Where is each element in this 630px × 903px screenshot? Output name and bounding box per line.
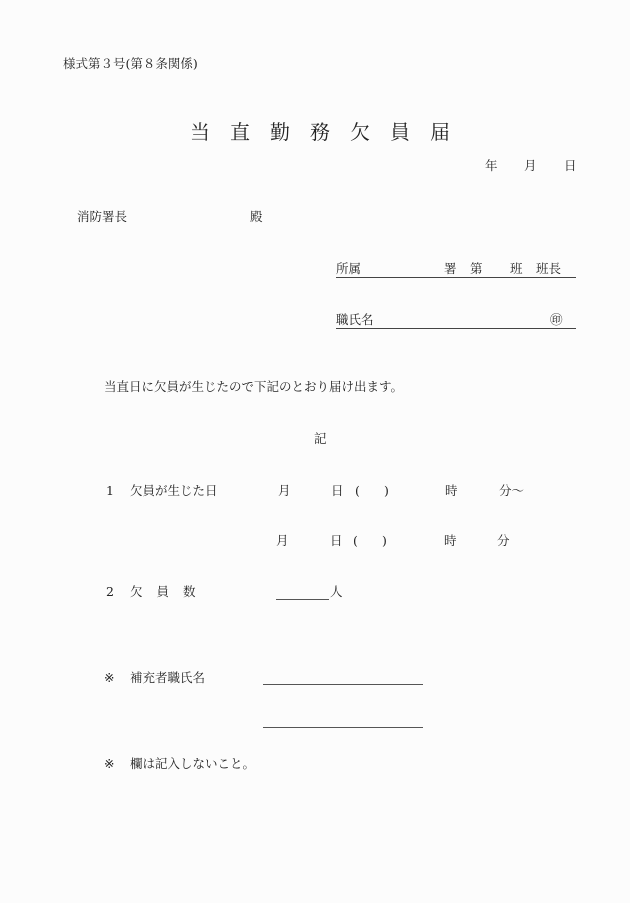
date-day[interactable]: 日: [564, 158, 577, 173]
to-weekday-close: ): [382, 533, 387, 548]
to-hour[interactable]: 時: [444, 533, 457, 548]
signer-label: 職氏名: [336, 312, 374, 327]
addressee-honorific: 殿: [250, 209, 263, 224]
to-day[interactable]: 日: [330, 533, 343, 548]
from-weekday-close: ): [384, 483, 389, 498]
vacancy-count-field[interactable]: [276, 599, 329, 600]
ki-heading: 記: [314, 431, 327, 446]
from-month[interactable]: 月: [278, 483, 291, 498]
to-month[interactable]: 月: [276, 533, 289, 548]
supplement-name-field-1[interactable]: [263, 684, 423, 685]
affiliation-field[interactable]: [336, 263, 576, 278]
from-hour[interactable]: 時: [445, 483, 458, 498]
title-char: 届: [430, 120, 450, 144]
to-minute[interactable]: 分: [497, 533, 510, 548]
item1-label: 欠員が生じた日: [130, 483, 218, 498]
affiliation-leader: 班長: [536, 261, 562, 276]
affiliation-station: 署: [444, 261, 457, 276]
item1-number: 1: [106, 483, 114, 498]
supplement-name-field-2[interactable]: [263, 727, 423, 728]
seal-icon: ㊞: [550, 312, 563, 327]
title-char: 勤: [270, 120, 290, 144]
item2-label-char: 員: [156, 584, 170, 599]
body-text: 当直日に欠員が生じたので下記のとおり届け出ます。: [104, 379, 404, 394]
form-number: 様式第３号(第８条関係): [63, 56, 198, 71]
signer-field[interactable]: [336, 314, 576, 329]
item2-label: [130, 586, 196, 599]
note-mark: ※: [104, 756, 115, 771]
title-char: 員: [390, 120, 410, 144]
vacancy-count-unit: 人: [330, 584, 343, 599]
title-char: 当: [190, 120, 210, 144]
from-weekday-open: (: [355, 483, 360, 498]
title-char: 直: [230, 120, 250, 144]
supplement-mark: ※: [104, 670, 115, 685]
note-text: 欄は記入しないこと。: [130, 756, 256, 771]
title-char: 務: [310, 120, 330, 144]
date-month[interactable]: 月: [524, 158, 537, 173]
affiliation-squad: 班: [510, 261, 523, 276]
form-title: [190, 122, 450, 142]
date-year[interactable]: 年: [485, 158, 498, 173]
item2-label-char: 欠: [130, 584, 143, 599]
title-char: 欠: [350, 120, 370, 144]
item2-label-char: 数: [183, 584, 196, 599]
supplement-label: 補充者職氏名: [130, 670, 206, 685]
from-minute[interactable]: 分～: [499, 483, 525, 498]
affiliation-no: 第: [470, 261, 483, 276]
affiliation-label: 所属: [336, 261, 362, 276]
item2-number: 2: [106, 584, 114, 599]
to-weekday-open: (: [353, 533, 358, 548]
addressee-name: 消防署長: [77, 209, 128, 224]
from-day[interactable]: 日: [331, 483, 344, 498]
